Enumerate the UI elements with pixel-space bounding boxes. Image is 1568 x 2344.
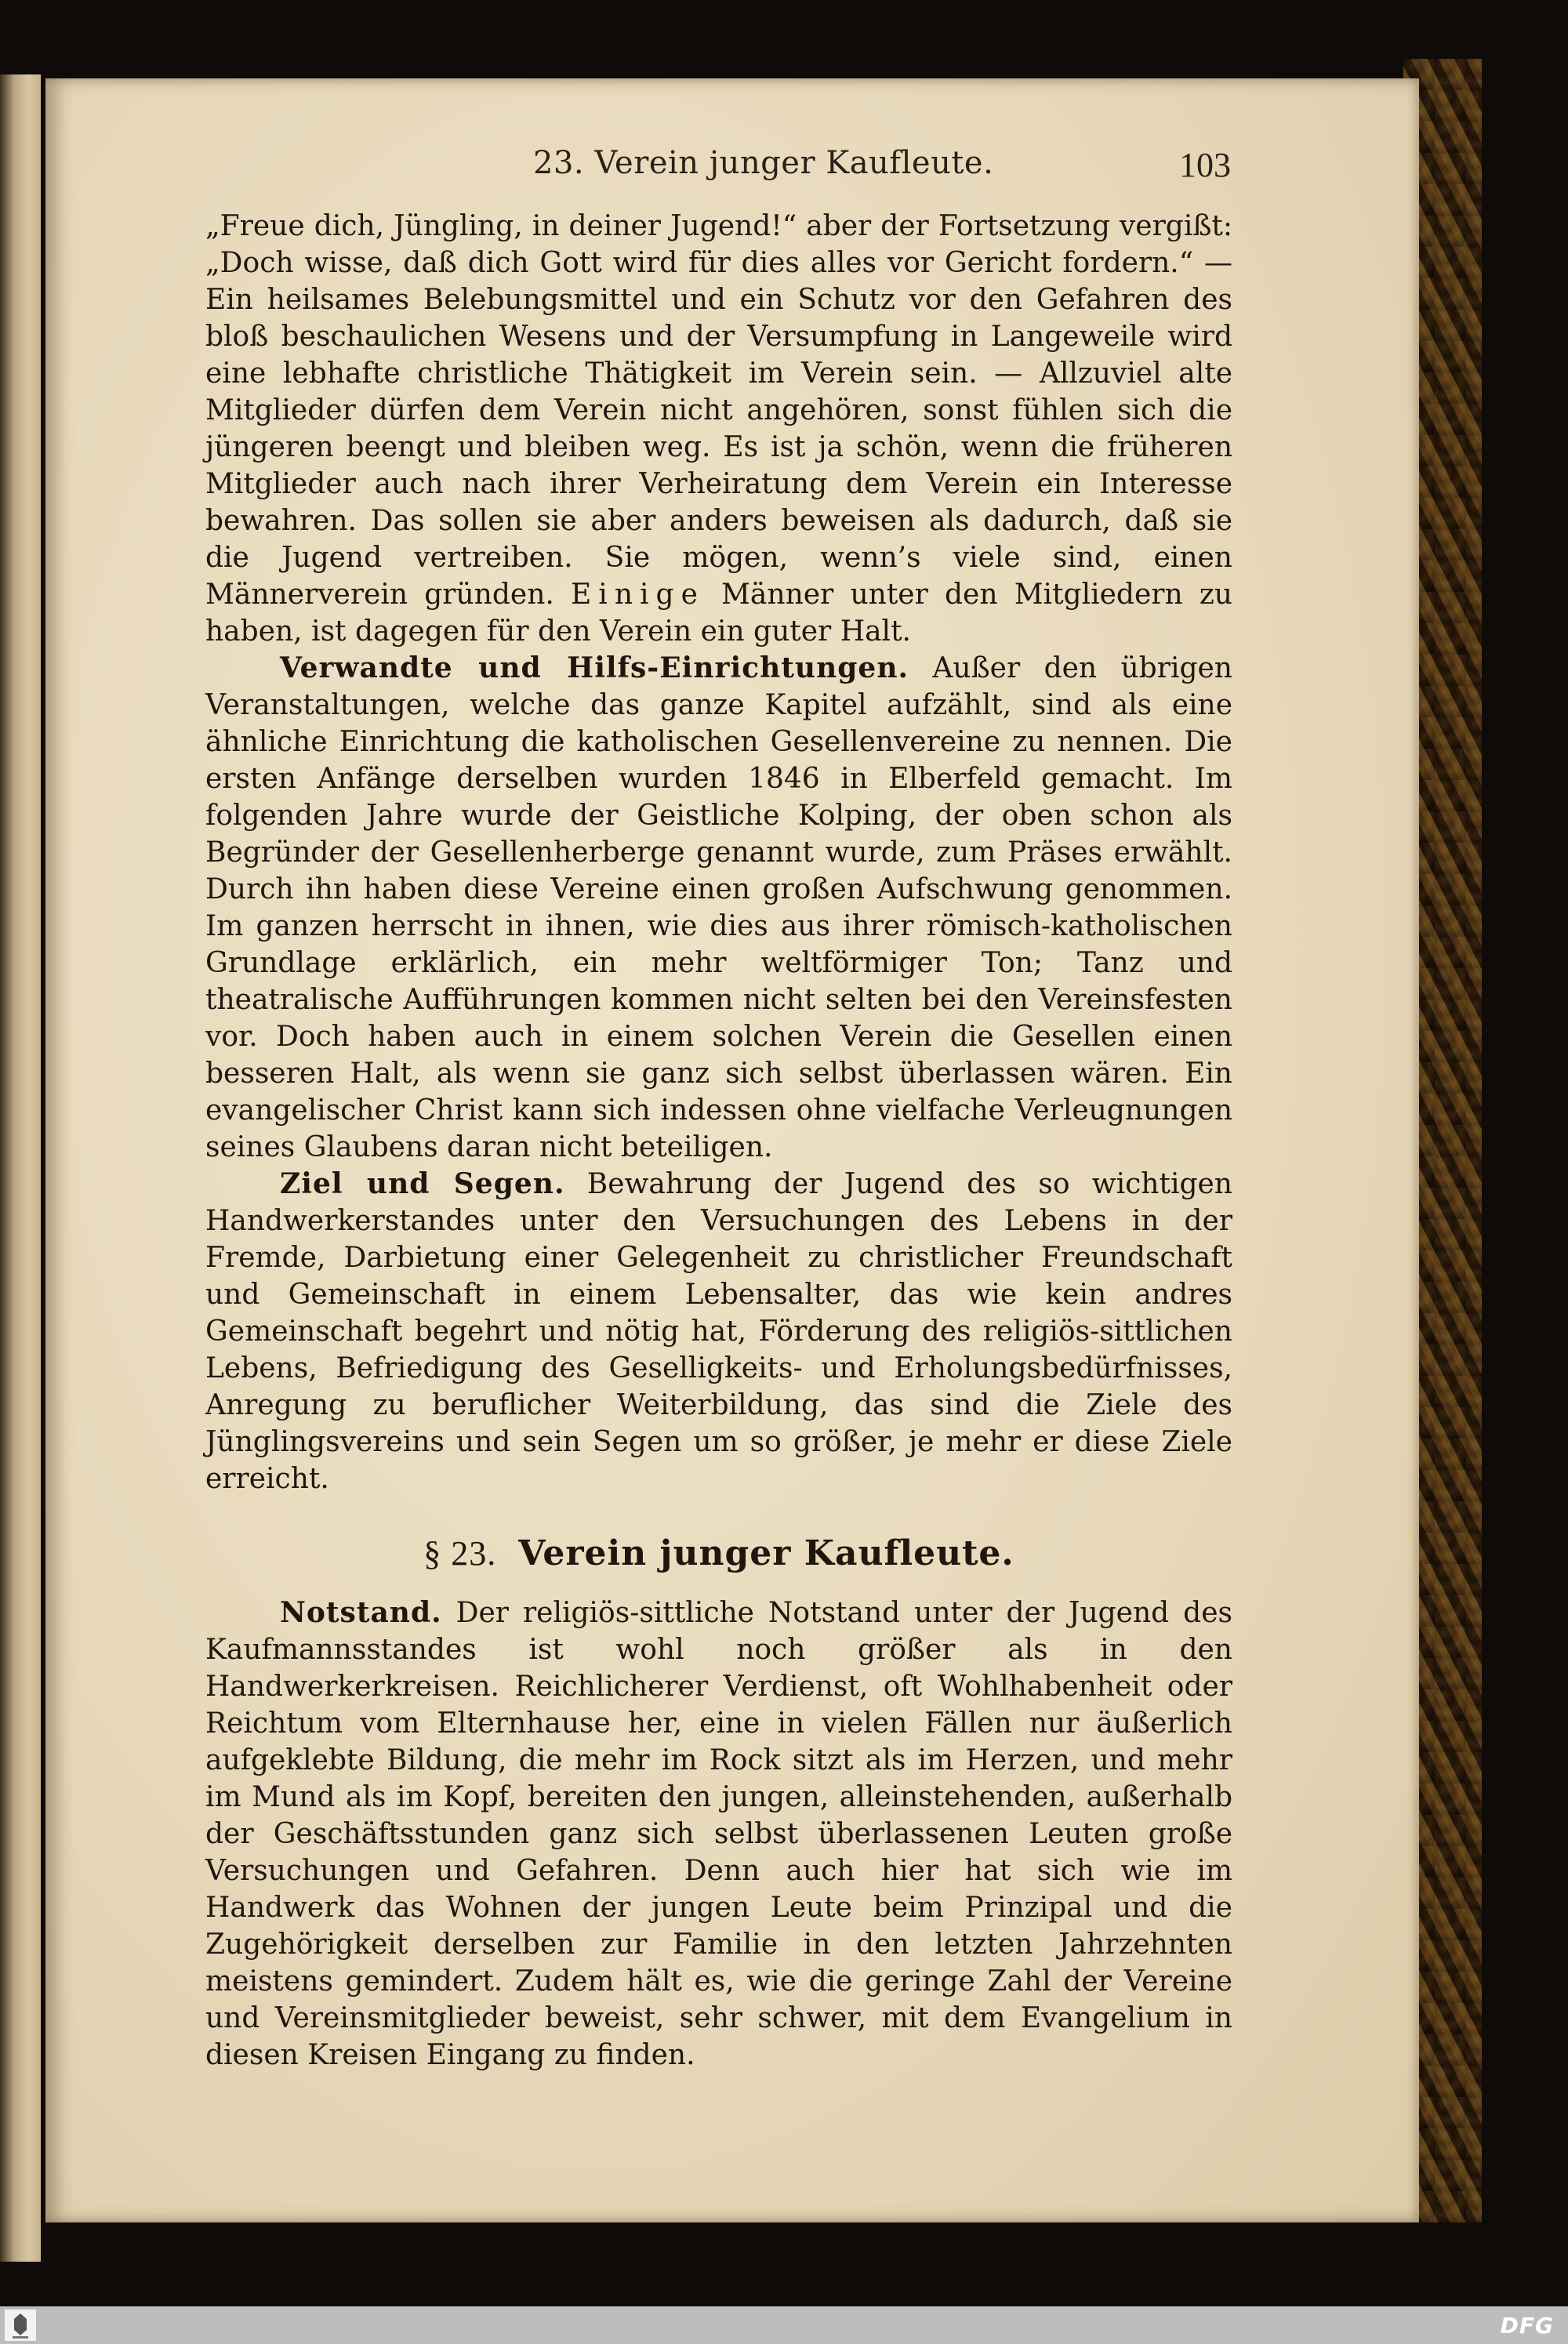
paragraph-2-lead: Verwandte und Hilfs-Einrichtungen. [280,651,909,684]
paragraph-3-lead: Ziel und Segen. [280,1167,565,1200]
library-logo-icon [5,2310,36,2341]
viewer-footer-bar [0,2306,1568,2344]
section-heading [205,1530,1232,1577]
paragraph-4 [205,1595,1232,2074]
paragraph-2 [205,650,1232,1166]
page-header [204,145,1231,192]
paragraph-3 [205,1166,1232,1497]
paragraph-1-emphasis: Einige [571,579,705,611]
dfg-logo: DFG [1500,2313,1554,2339]
page-body [205,208,1232,2074]
paragraph-1 [205,208,1232,650]
paragraph-4-lead: Notstand. [280,1596,442,1629]
previous-page-edge [0,74,41,2262]
page-number: 103 [1179,146,1231,184]
section-number: § 23. [423,1534,497,1573]
paragraph-1-tail: Männer unter den Mitgliedern zu haben, ist dagegen für den Verein ein guter Halt. [205,579,1232,648]
section-title: Verein junger Kaufleute. [518,1533,1014,1573]
paragraph-2-text: Außer den übrigen Veranstaltungen, welche das ganze Kapitel aufzählt, sind als eine ähnliche Einrichtung die katholischen Gesellenvereine zu nennen. Die ersten Anfänge derselben wurden 1846 in Elberfeld gemacht. Im folgenden Jahre wurde der Geistliche Kolping, der oben schon als Begründer der Gesellenherberge genannt wurde, zum Präses erwählt. Durch ihn haben diese Vereine einen großen Aufschwung genommen. Im ganzen herrscht in ihnen, wie dies aus ihrer römisch-katholischen Grundlage erklärlich, ein mehr weltförmiger Ton; Tanz und theatralische Aufführungen kommen nicht selten bei den Vereinsfesten vor. Doch haben auch in einem solchen Verein die Gesellen einen besseren Halt, als wenn sie ganz sich selbst überlassen wären. Ein evangelischer Christ kann sich indessen ohne vielfache Verleugnungen seines Glaubens daran nicht beteiligen. [205,652,1232,1163]
running-title: 23. Verein junger Kaufleute. [533,145,994,181]
paragraph-4-text: Der religiös-sittliche Notstand unter der Jugend des Kaufmannsstandes ist wohl noch größer als in den Handwerkerkreisen. Reichlicherer Verdienst, oft Wohlhabenheit oder Reichtum vom Elternhause her, eine in vielen Fällen nur äußerlich aufgeklebte Bildung, die mehr im Rock sitzt als im Herzen, und mehr im Mund als im Kopf, bereiten den jungen, alleinstehenden, außerhalb der Geschäftsstunden ganz sich selbst überlassenen Leuten große Versuchungen und Gefahren. Denn auch hier hat sich wie im Handwerk das Wohnen der jungen Leute beim Prinzipal und die Zugehörigkeit derselben zur Familie in den letzten Jahrzehnten meistens gemindert. Zudem hält es, wie die geringe Zahl der Vereine und Vereinsmitglieder beweist, sehr schwer, mit dem Evangelium in diesen Kreisen Eingang zu finden. [205,1597,1232,2071]
paragraph-3-text: Bewahrung der Jugend des so wichtigen Handwerkerstandes unter den Versuchungen des Lebens in der Fremde, Darbietung einer Gelegenheit zu christlicher Freundschaft und Gemeinschaft in einem Lebensalter, das wie kein andres Gemeinschaft begehrt und nötig hat, Förderung des religiös-sittlichen Lebens, Befriedigung des Geselligkeits- und Erholungsbedürfnisses, Anregung zu beruflicher Weiterbildung, das sind die Ziele des Jünglingsvereins und sein Segen um so größer, je mehr er diese Ziele erreicht. [205,1168,1232,1495]
paragraph-1-text: „Freue dich, Jüngling, in deiner Jugend!“ aber der Fortsetzung vergißt: „Doch wisse, daß dich Gott wird für dies alles vor Gericht fordern.“ — Ein heilsames Belebungsmittel und ein Schutz vor den Gefahren des bloß beschaulichen Wesens und der Versumpfung in Langeweile wird eine lebhafte christliche Thätigkeit im Verein sein. — Allzuviel alte Mitglieder dürfen dem Verein nicht angehören, sonst fühlen sich die jüngeren beengt und bleiben weg. Es ist ja schön, wenn die früheren Mitglieder auch nach ihrer Verheiratung dem Verein ein Interesse bewahren. Das sollen sie aber anders beweisen als dadurch, daß sie die Jugend vertreiben. Sie mögen, wenn’s viele sind, einen Männerverein gründen. [205,210,1232,611]
